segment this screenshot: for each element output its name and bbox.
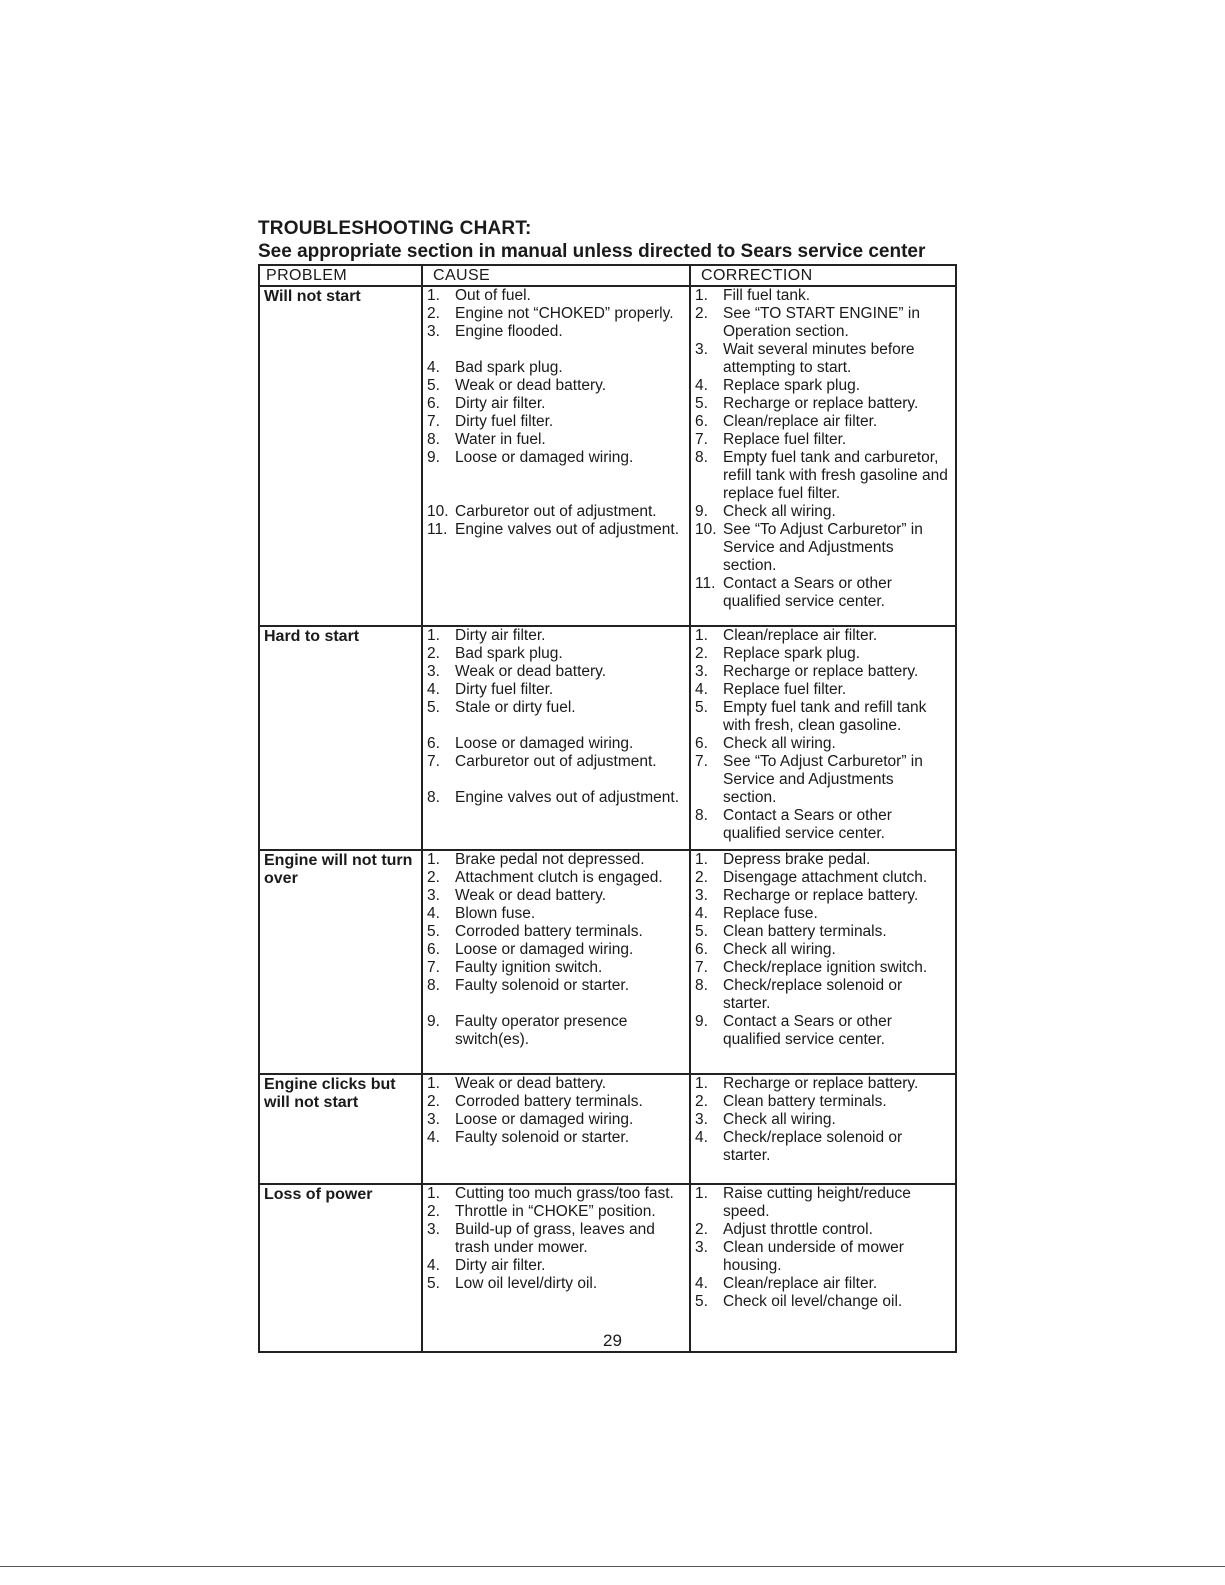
cause-item [427, 789, 685, 807]
correction-item [695, 851, 951, 869]
item-number: 9. [695, 503, 708, 520]
item-number: 3. [695, 341, 708, 358]
cause-text: Loose or damaged wiring. [455, 735, 634, 752]
cause-item [427, 305, 685, 323]
correction-text: Recharge or replace battery. [723, 663, 919, 680]
correction-text: Raise cutting height/reduce speed. [723, 1185, 911, 1220]
correction-item [695, 305, 951, 341]
correction-item [695, 1293, 951, 1311]
cause-text: Blown fuse. [455, 905, 536, 922]
cause-item [427, 1185, 685, 1203]
correction-cell [691, 287, 955, 625]
correction-text: Clean battery terminals. [723, 923, 887, 940]
item-number: 4. [427, 1257, 440, 1274]
correction-cell [691, 1185, 955, 1351]
item-number: 1. [427, 1075, 440, 1092]
cause-text: Faulty ignition switch. [455, 959, 603, 976]
chart-subtitle: See appropriate section in manual unless directed to Sears service center [258, 241, 926, 262]
item-number: 11. [695, 575, 716, 592]
correction-item [695, 431, 951, 449]
correction-item [695, 977, 951, 1013]
cause-item [427, 1203, 685, 1221]
item-number: 8. [427, 977, 440, 994]
correction-item [695, 753, 951, 807]
cause-item [427, 941, 685, 959]
item-number: 5. [695, 1293, 708, 1310]
correction-item [695, 287, 951, 305]
cause-item [427, 681, 685, 699]
problem-cell: Engine will not turn over [260, 851, 423, 1073]
correction-item [695, 959, 951, 977]
correction-text: Empty fuel tank and carburetor, refill tank with fresh gasoline and replace fuel filter. [723, 449, 948, 502]
cause-text: Engine not “CHOKED” properly. [455, 305, 674, 322]
item-number: 6. [427, 941, 440, 958]
item-number: 2. [427, 645, 440, 662]
correction-item [695, 341, 951, 377]
cause-item [427, 1111, 685, 1129]
cause-item [427, 449, 685, 467]
correction-text: See “To Adjust Carburetor” in Service and Adjustments section. [723, 753, 923, 806]
cause-item [427, 359, 685, 377]
cause-text: Dirty air filter. [455, 627, 546, 644]
cause-text: Faulty solenoid or starter. [455, 1129, 630, 1146]
item-number: 10. [427, 503, 449, 520]
cause-text: Corroded battery terminals. [455, 1093, 643, 1110]
cause-item [427, 977, 685, 995]
item-number: 5. [427, 377, 440, 394]
item-number: 7. [695, 431, 708, 448]
cause-text: Weak or dead battery. [455, 887, 607, 904]
cause-item [427, 753, 685, 771]
correction-cell [691, 627, 955, 849]
item-number: 6. [695, 413, 708, 430]
correction-item [695, 395, 951, 413]
correction-text: Clean/replace air filter. [723, 627, 878, 644]
correction-text: Depress brake pedal. [723, 851, 871, 868]
item-number: 1. [427, 851, 440, 868]
item-number: 5. [695, 923, 708, 940]
item-number: 6. [427, 395, 440, 412]
column-header-correction: CORRECTION [701, 267, 813, 284]
item-number: 4. [695, 905, 708, 922]
item-number: 6. [695, 735, 708, 752]
item-number: 2. [427, 305, 440, 322]
cause-text: Loose or damaged wiring. [455, 449, 634, 466]
cause-item [427, 923, 685, 941]
cause-item [427, 1075, 685, 1093]
correction-text: Check/replace solenoid or starter. [723, 1129, 903, 1164]
cause-item [427, 395, 685, 413]
correction-item [695, 1129, 951, 1165]
item-number: 1. [427, 627, 440, 644]
correction-item [695, 905, 951, 923]
cause-item [427, 959, 685, 977]
cause-item [427, 1257, 685, 1275]
problem-cell: Hard to start [260, 627, 423, 849]
cause-text: Stale or dirty fuel. [455, 699, 576, 716]
item-number: 3. [427, 663, 440, 680]
item-number: 4. [427, 905, 440, 922]
correction-item [695, 1075, 951, 1093]
cause-text: Build-up of grass, leaves and trash under mower. [455, 1221, 655, 1256]
correction-item [695, 575, 951, 611]
column-header-problem: PROBLEM [260, 266, 423, 285]
cause-item [427, 851, 685, 869]
item-number: 5. [427, 923, 440, 940]
cause-cell [423, 287, 691, 625]
item-number: 4. [695, 681, 708, 698]
item-number: 3. [427, 1221, 440, 1238]
item-number: 5. [695, 699, 708, 716]
item-number: 2. [695, 869, 708, 886]
cause-text: Throttle in “CHOKE” position. [455, 1203, 656, 1220]
item-number: 3. [695, 1111, 708, 1128]
cause-text: Weak or dead battery. [455, 663, 607, 680]
correction-text: See “TO START ENGINE” in Operation section. [723, 305, 920, 340]
correction-text: Check all wiring. [723, 503, 836, 520]
correction-item [695, 1093, 951, 1111]
item-number: 2. [427, 1093, 440, 1110]
cause-text: Cutting too much grass/too fast. [455, 1185, 674, 1202]
item-number: 2. [695, 305, 708, 322]
item-number: 6. [427, 735, 440, 752]
item-number: 5. [427, 699, 440, 716]
cause-text: Loose or damaged wiring. [455, 1111, 634, 1128]
correction-text: Clean/replace air filter. [723, 413, 878, 430]
cause-item [427, 1221, 685, 1257]
correction-item [695, 413, 951, 431]
correction-cell [691, 1075, 955, 1183]
cause-item [427, 287, 685, 305]
cause-item [427, 663, 685, 681]
correction-text: Replace spark plug. [723, 377, 860, 394]
correction-text: Replace fuel filter. [723, 431, 847, 448]
correction-item [695, 377, 951, 395]
cause-text: Dirty air filter. [455, 1257, 546, 1274]
item-number: 4. [695, 377, 708, 394]
correction-text: Recharge or replace battery. [723, 395, 919, 412]
item-number: 2. [695, 645, 708, 662]
correction-text: See “To Adjust Carburetor” in Service and Adjustments section. [723, 521, 923, 574]
cause-text: Weak or dead battery. [455, 1075, 607, 1092]
item-number: 3. [695, 1239, 708, 1256]
cause-text: Low oil level/dirty oil. [455, 1275, 598, 1292]
table-row [260, 849, 955, 1073]
cause-cell [423, 851, 691, 1073]
correction-text: Fill fuel tank. [723, 287, 811, 304]
cause-item [427, 431, 685, 449]
correction-text: Check all wiring. [723, 735, 836, 752]
item-number: 1. [427, 1185, 440, 1202]
cause-item [427, 887, 685, 905]
cause-text: Carburetor out of adjustment. [455, 753, 657, 770]
cause-item [427, 699, 685, 717]
problem-cell: Loss of power [260, 1185, 423, 1351]
cause-item [427, 1275, 685, 1293]
item-number: 3. [427, 887, 440, 904]
cause-item [427, 521, 685, 539]
item-number: 8. [695, 449, 708, 466]
page-bottom-rule [0, 1566, 1225, 1567]
item-number: 8. [427, 431, 440, 448]
correction-text: Replace spark plug. [723, 645, 860, 662]
item-number: 7. [695, 959, 708, 976]
correction-item [695, 887, 951, 905]
correction-item [695, 1013, 951, 1049]
item-number: 3. [427, 1111, 440, 1128]
cause-item [427, 1129, 685, 1147]
correction-text: Wait several minutes before attempting to start. [723, 341, 915, 376]
item-number: 1. [695, 851, 708, 868]
item-number: 6. [695, 941, 708, 958]
table-row [260, 625, 955, 849]
correction-text: Check all wiring. [723, 941, 836, 958]
correction-text: Replace fuel filter. [723, 681, 847, 698]
correction-item [695, 1275, 951, 1293]
cause-text: Engine valves out of adjustment. [455, 789, 680, 806]
item-number: 2. [695, 1221, 708, 1238]
cause-item [427, 1093, 685, 1111]
item-number: 9. [427, 1013, 440, 1030]
correction-text: Check oil level/change oil. [723, 1293, 903, 1310]
cause-item [427, 905, 685, 923]
correction-item [695, 663, 951, 681]
cause-text: Engine flooded. [455, 323, 563, 340]
item-number: 4. [427, 681, 440, 698]
item-number: 8. [695, 977, 708, 994]
correction-item [695, 645, 951, 663]
item-number: 7. [427, 959, 440, 976]
cause-text: Corroded battery terminals. [455, 923, 643, 940]
correction-item [695, 735, 951, 753]
item-number: 8. [695, 807, 708, 824]
item-number: 3. [427, 323, 440, 340]
correction-cell [691, 851, 955, 1073]
item-number: 4. [427, 1129, 440, 1146]
item-number: 9. [427, 449, 440, 466]
correction-item [695, 627, 951, 645]
correction-text: Clean/replace air filter. [723, 1275, 878, 1292]
cause-cell [423, 627, 691, 849]
table-row [260, 285, 955, 625]
correction-text: Check/replace solenoid or starter. [723, 977, 903, 1012]
correction-item [695, 699, 951, 735]
item-number: 3. [695, 663, 708, 680]
cause-text: Brake pedal not depressed. [455, 851, 645, 868]
item-number: 4. [695, 1129, 708, 1146]
cause-cell [423, 1075, 691, 1183]
troubleshooting-table [258, 264, 957, 1353]
cause-text: Loose or damaged wiring. [455, 941, 634, 958]
item-number: 3. [695, 887, 708, 904]
item-number: 1. [695, 287, 708, 304]
item-number: 1. [695, 1075, 708, 1092]
cause-text: Carburetor out of adjustment. [455, 503, 657, 520]
correction-text: Check all wiring. [723, 1111, 836, 1128]
cause-item [427, 735, 685, 753]
correction-text: Empty fuel tank and refill tank with fresh, clean gasoline. [723, 699, 927, 734]
correction-item [695, 1221, 951, 1239]
correction-item [695, 503, 951, 521]
table-row [260, 1183, 955, 1351]
item-number: 5. [695, 395, 708, 412]
correction-text: Contact a Sears or other qualified service center. [723, 1013, 892, 1048]
cause-item [427, 1013, 685, 1049]
correction-item [695, 521, 951, 575]
cause-text: Out of fuel. [455, 287, 531, 304]
item-number: 2. [427, 869, 440, 886]
problem-cell: Engine clicks but will not start [260, 1075, 423, 1183]
cause-text: Attachment clutch is engaged. [455, 869, 663, 886]
cause-item [427, 627, 685, 645]
item-number: 1. [695, 1185, 708, 1202]
correction-text: Clean battery terminals. [723, 1093, 887, 1110]
correction-text: Contact a Sears or other qualified service center. [723, 807, 892, 842]
page-number: 29 [603, 1331, 622, 1350]
cause-item [427, 869, 685, 887]
item-number: 5. [427, 1275, 440, 1292]
cause-item [427, 503, 685, 521]
correction-text: Adjust throttle control. [723, 1221, 873, 1238]
item-number: 9. [695, 1013, 708, 1030]
correction-text: Recharge or replace battery. [723, 887, 919, 904]
cause-item [427, 323, 685, 341]
problem-cell: Will not start [260, 287, 423, 625]
correction-text: Replace fuse. [723, 905, 818, 922]
correction-text: Recharge or replace battery. [723, 1075, 919, 1092]
correction-item [695, 1185, 951, 1221]
cause-text: Faulty operator presence switch(es). [455, 1013, 628, 1048]
correction-item [695, 449, 951, 503]
cause-text: Engine valves out of adjustment. [455, 521, 680, 538]
item-number: 7. [427, 413, 440, 430]
correction-item [695, 869, 951, 887]
cause-item [427, 413, 685, 431]
cause-text: Faulty solenoid or starter. [455, 977, 630, 994]
item-number: 7. [695, 753, 708, 770]
cause-text: Bad spark plug. [455, 359, 563, 376]
item-number: 4. [427, 359, 440, 376]
table-header [260, 266, 955, 285]
item-number: 1. [427, 287, 440, 304]
cause-text: Water in fuel. [455, 431, 546, 448]
cause-item [427, 645, 685, 663]
correction-item [695, 1239, 951, 1275]
item-number: 1. [695, 627, 708, 644]
chart-title: TROUBLESHOOTING CHART: [258, 218, 532, 239]
item-number: 2. [695, 1093, 708, 1110]
correction-text: Check/replace ignition switch. [723, 959, 928, 976]
correction-item [695, 941, 951, 959]
item-number: 11. [427, 521, 448, 538]
correction-text: Clean underside of mower housing. [723, 1239, 904, 1274]
cause-text: Dirty air filter. [455, 395, 546, 412]
cause-text: Dirty fuel filter. [455, 681, 554, 698]
column-header-cause: CAUSE [423, 266, 691, 285]
correction-item [695, 923, 951, 941]
correction-text: Contact a Sears or other qualified service center. [723, 575, 892, 610]
cause-text: Weak or dead battery. [455, 377, 607, 394]
correction-item [695, 807, 951, 843]
cause-text: Dirty fuel filter. [455, 413, 554, 430]
item-number: 4. [695, 1275, 708, 1292]
cause-text: Bad spark plug. [455, 645, 563, 662]
correction-item [695, 681, 951, 699]
cause-item [427, 377, 685, 395]
item-number: 8. [427, 789, 440, 806]
correction-item [695, 1111, 951, 1129]
item-number: 2. [427, 1203, 440, 1220]
table-row [260, 1073, 955, 1183]
cause-cell [423, 1185, 691, 1351]
item-number: 10. [695, 521, 717, 538]
correction-text: Disengage attachment clutch. [723, 869, 928, 886]
item-number: 7. [427, 753, 440, 770]
